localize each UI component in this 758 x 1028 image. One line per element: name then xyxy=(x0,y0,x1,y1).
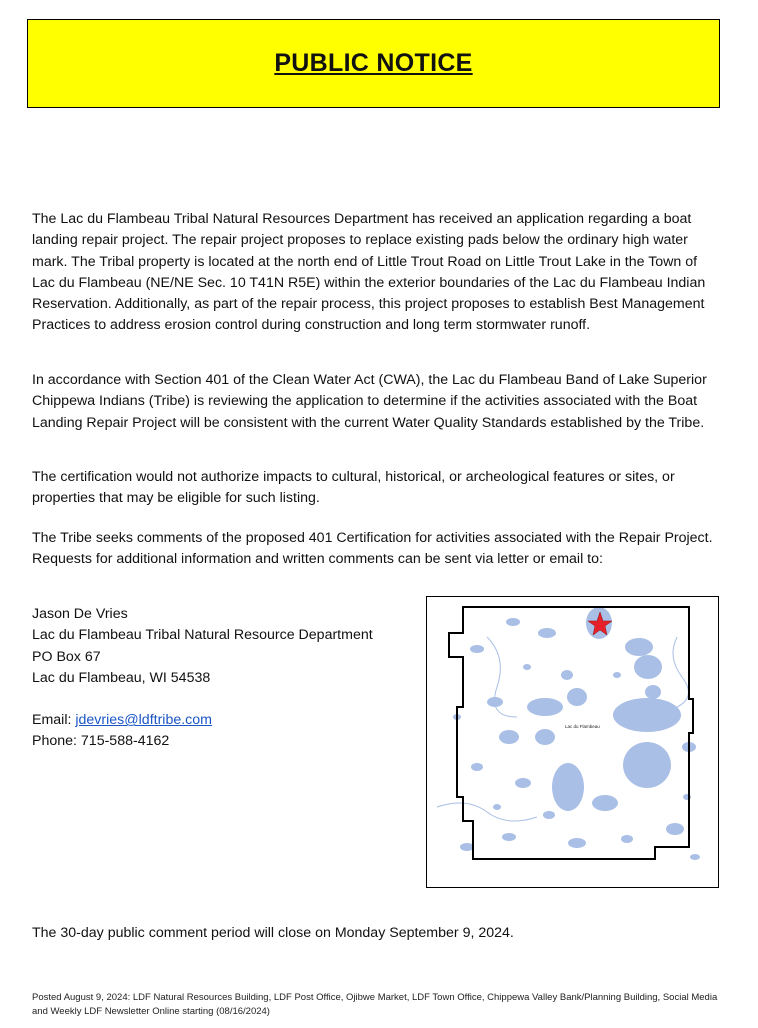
paragraph-application: The Lac du Flambeau Tribal Natural Resources Department has received an application regarding a boat landing repair project. The repair project proposes to replace existing pads below the ordinary high water mark. The Tribal property is located at the north end of Little Trout Road on Little Trout Lake in the Town of Lac du Flambeau (NE/NE Sec. 10 T41N R5E) within the exterior boundaries of the Lac du Flambeau Indian Reservation. Additionally, as part of the repair process, this project proposes to establish Best Management Practices to address erosion control during construction and long term stormwater runoff. xyxy=(32,211,706,334)
contact-department: Lac du Flambeau Tribal Natural Resource Department xyxy=(32,627,373,644)
email-link[interactable]: jdevries@ldftribe.com xyxy=(75,712,212,729)
lake-bottom-1 xyxy=(502,833,516,841)
lake-bottom-5 xyxy=(621,835,633,843)
reservation-map xyxy=(426,596,719,888)
map-label: Lac du Flambeau xyxy=(565,724,600,729)
lake-north-small-2 xyxy=(506,618,520,626)
reservation-boundary xyxy=(449,607,693,859)
public-notice-banner xyxy=(27,19,720,108)
lake-bottom-3 xyxy=(666,823,684,835)
lake-central-south xyxy=(535,729,555,745)
email-label: Email: xyxy=(32,712,76,729)
lake-east-large xyxy=(613,698,681,732)
river-east xyxy=(673,637,688,707)
lakes-group xyxy=(453,607,700,860)
lake-bottom-4 xyxy=(460,843,474,851)
lake-west-mid xyxy=(499,730,519,744)
contact-block xyxy=(32,604,412,753)
closing-statement: The 30-day public comment period will close on Monday September 9, 2024. xyxy=(32,925,514,941)
contact-spacer xyxy=(32,689,412,710)
lake-tiny-2 xyxy=(613,672,621,678)
reservation-map-graphic xyxy=(427,597,719,888)
lake-south-large xyxy=(552,763,584,811)
paragraph-certification-scope: The certification would not authorize impacts to cultural, historical, or archeological features or sites, or properties that may be eligible for such listing. xyxy=(32,469,675,507)
paragraph-cwa-section-401: In accordance with Section 401 of the Clean Water Act (CWA), the Lac du Flambeau Band of Lake Superior Chippewa Indians (Tribe) is reviewing the application to determine if the activities associated with the Boat Landing Repair Project will be consistent with the current Water Quality Standards established by the Tribe. xyxy=(32,372,707,431)
lake-central-small xyxy=(561,670,573,680)
river-west xyxy=(437,803,537,821)
lake-southeast-large xyxy=(623,742,671,788)
posting-footer: Posted August 9, 2024: LDF Natural Resources Building, LDF Post Office, Ojibwe Market, LDF Town Office, Chippewa Valley Bank/Planning Building, Social Media and Weekly LDF Newsletter Online starting (08/16/2024) xyxy=(32,992,718,1017)
lake-northeast xyxy=(625,638,653,656)
lake-south-small xyxy=(543,811,555,819)
lake-north-small-1 xyxy=(538,628,556,638)
lake-central-west xyxy=(527,698,563,716)
lake-north-small-3 xyxy=(470,645,484,653)
contact-name: Jason De Vries xyxy=(32,606,128,622)
lake-tiny-3 xyxy=(493,804,501,810)
contact-city-state-zip: Lac du Flambeau, WI 54538 xyxy=(32,669,211,686)
lake-central xyxy=(567,688,587,706)
lake-east-round xyxy=(634,655,662,679)
contact-po-box: PO Box 67 xyxy=(32,648,101,665)
lake-tiny-1 xyxy=(523,664,531,670)
lake-tiny-6 xyxy=(690,854,700,860)
lake-southeast-small xyxy=(592,795,618,811)
lake-east-mid xyxy=(645,685,661,699)
notice-title: PUBLIC NOTICE xyxy=(274,49,473,77)
lake-bottom-2 xyxy=(568,838,586,848)
contact-email-line xyxy=(32,710,412,731)
lake-west-small xyxy=(471,763,483,771)
paragraph-comment-request: The Tribe seeks comments of the proposed 401 Certification for activities associated with the Repair Project. Requests for additional information and written comments can be sent via letter or email to: xyxy=(32,530,713,568)
contact-phone: Phone: 715-588-4162 xyxy=(32,733,170,750)
lake-south-west xyxy=(515,778,531,788)
